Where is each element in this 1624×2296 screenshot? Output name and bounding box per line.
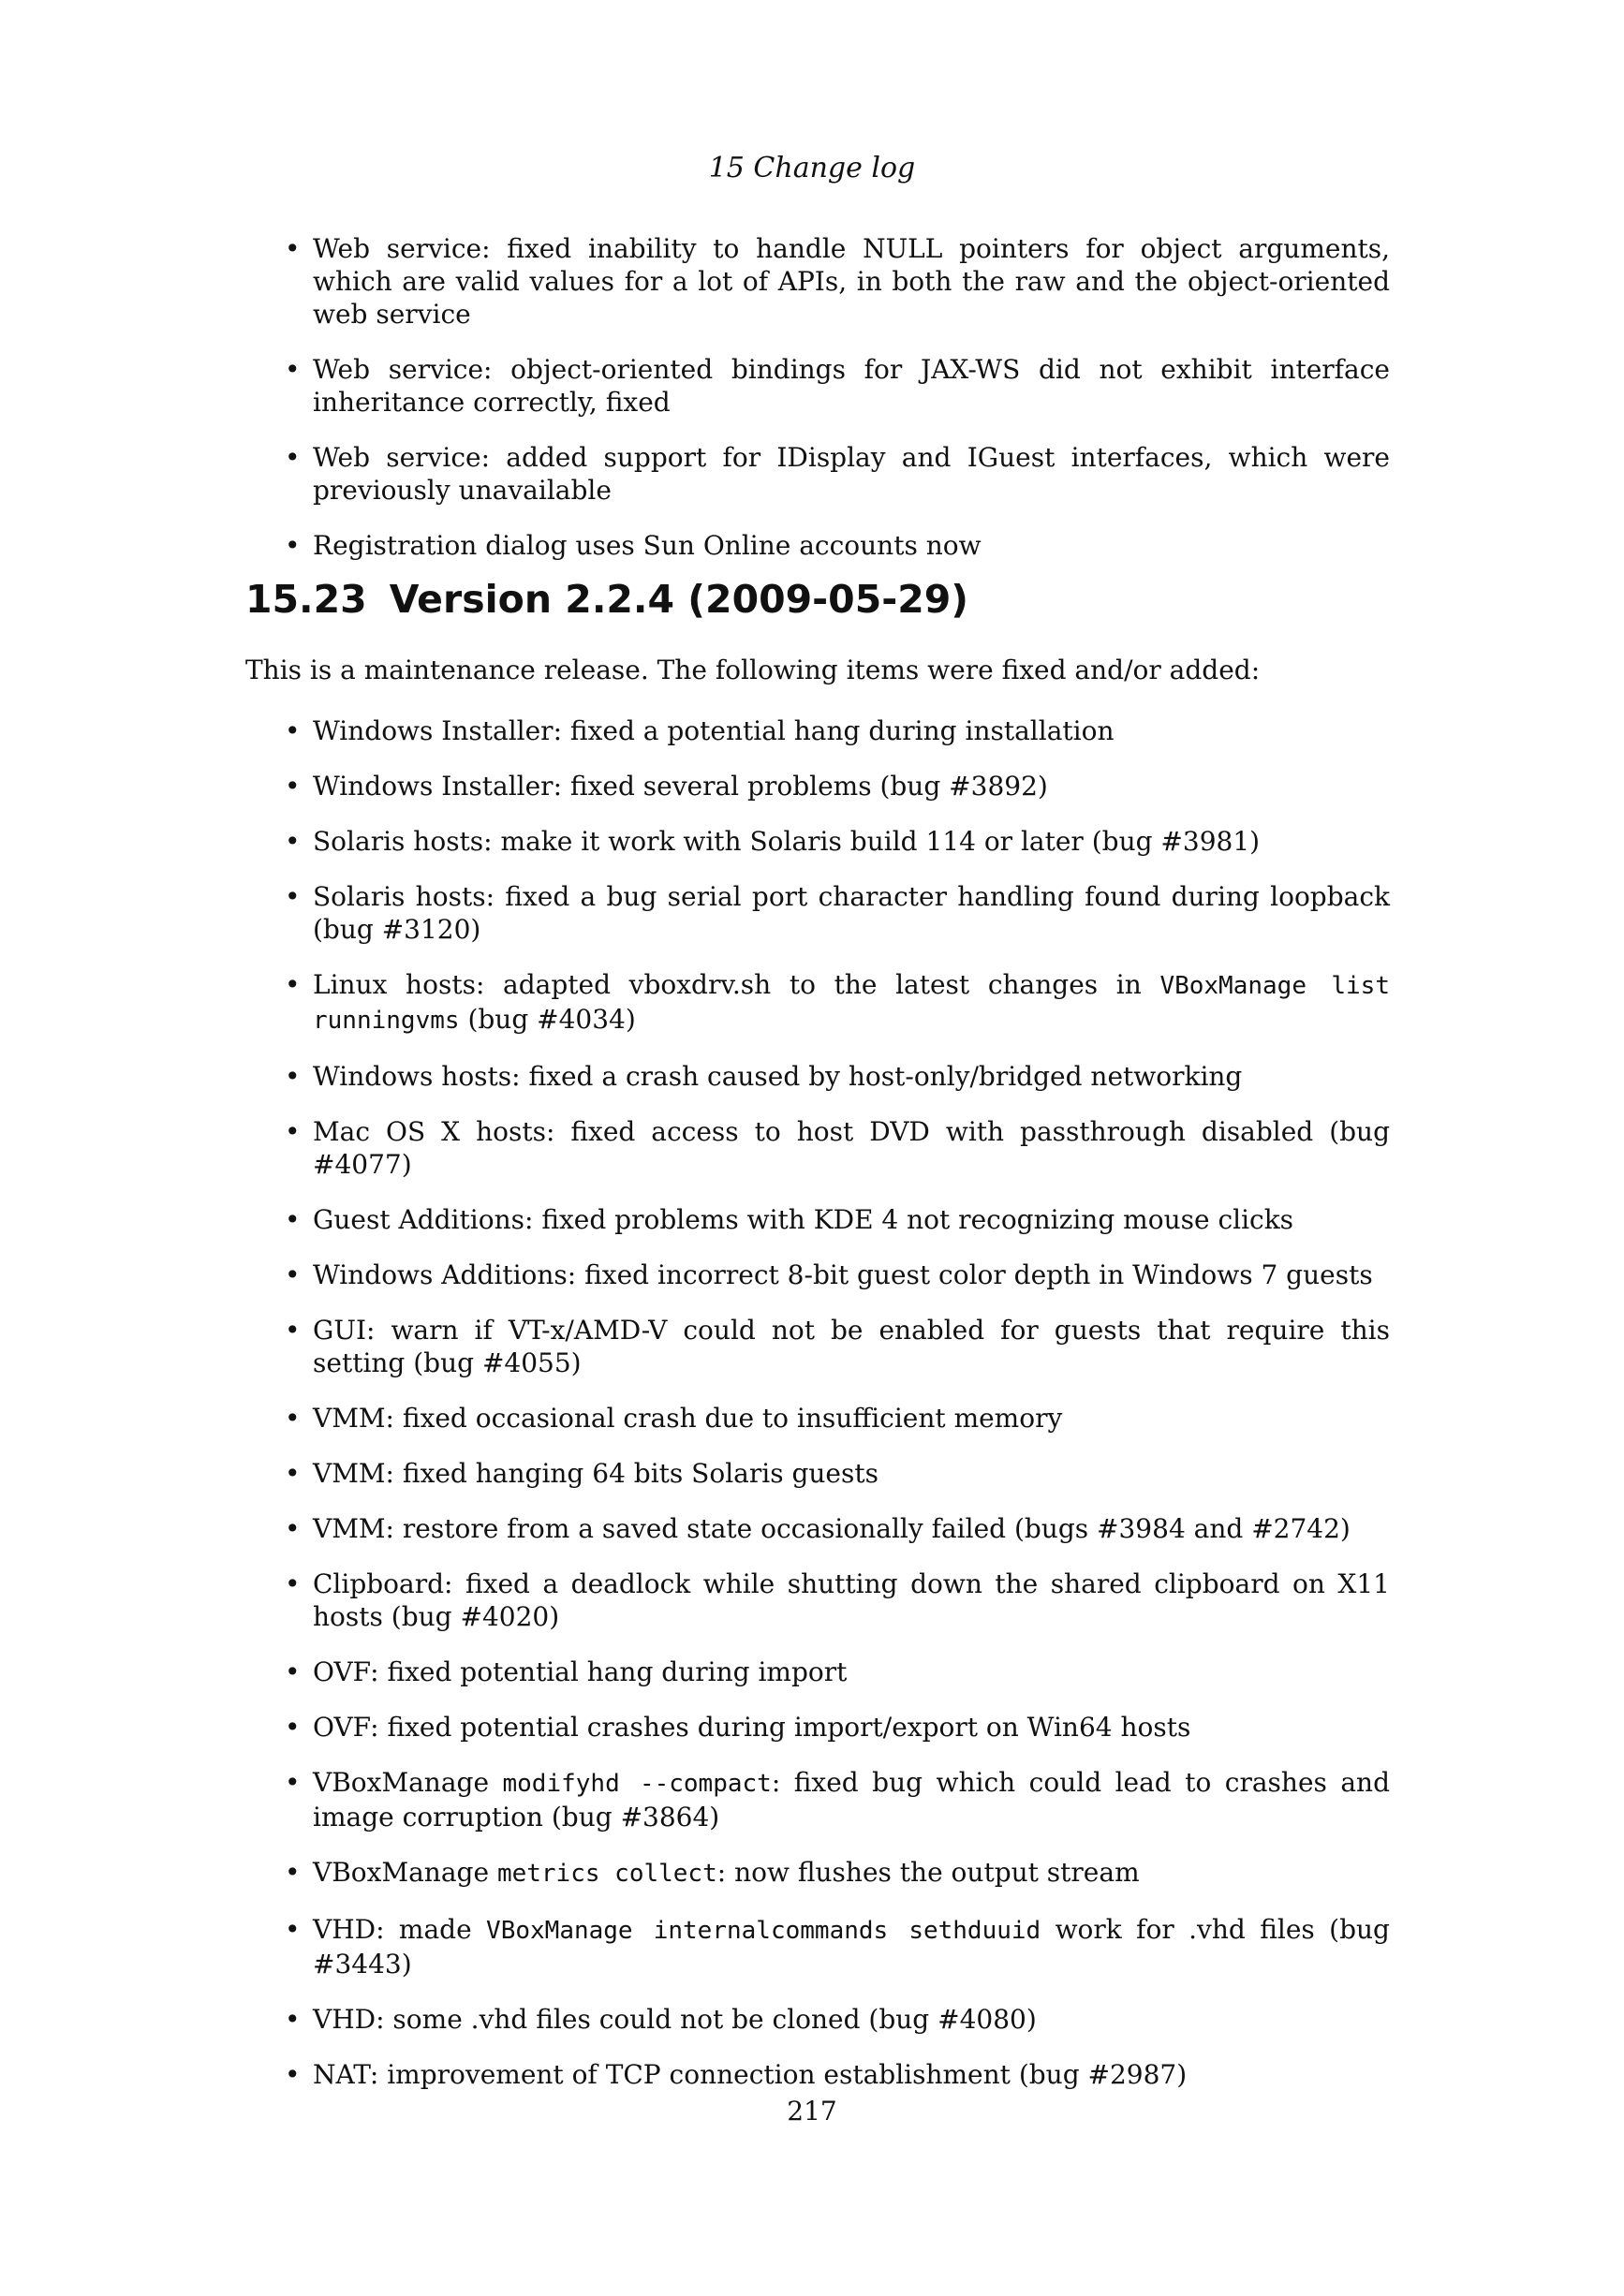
item-text: Web service: fixed inability to handle NULL pointers for object arguments, which are valid values for a lot of APIs, in both the raw and the object-oriented web service xyxy=(313,233,1390,330)
bullet-icon xyxy=(285,1913,303,1946)
list-item xyxy=(285,825,1390,858)
item-text: : now flushes the output stream xyxy=(716,1857,1140,1888)
item-text: Solaris hosts: make it work with Solaris build 114 or later (bug #3981) xyxy=(313,826,1261,857)
section-intro: This is a maintenance release. The following items were fixed and/or added: xyxy=(245,655,1261,685)
item-text: Windows Additions: fixed incorrect 8-bit guest color depth in Windows 7 guests xyxy=(313,1259,1373,1290)
bullet-icon xyxy=(285,968,303,1001)
bullet-icon xyxy=(285,770,303,802)
item-code: modifyhd --compact xyxy=(502,1770,772,1798)
bullet-icon xyxy=(285,1711,303,1744)
list-item xyxy=(285,1913,1390,1980)
item-text: Windows hosts: fixed a crash caused by host-only/bridged networking xyxy=(313,1061,1243,1092)
list-item xyxy=(285,1457,1390,1490)
list-item xyxy=(285,1115,1390,1181)
item-text: VMM: fixed hanging 64 bits Solaris guests xyxy=(313,1458,878,1489)
section-number: 15.23 xyxy=(245,577,367,622)
list-item xyxy=(285,1856,1390,1891)
list-item xyxy=(285,2003,1390,2036)
bullet-icon xyxy=(285,1258,303,1291)
changes-bullet-list xyxy=(285,714,1390,2113)
item-text: Guest Additions: fixed problems with KDE 4 not recognizing mouse clicks xyxy=(313,1204,1294,1235)
item-text: (bug #4034) xyxy=(459,1004,636,1035)
bullet-icon xyxy=(285,714,303,747)
bullet-icon xyxy=(285,1567,303,1600)
item-text: Clipboard: fixed a deadlock while shutting down the shared clipboard on X11 hosts (bug #4020) xyxy=(313,1568,1390,1632)
list-item xyxy=(285,1766,1390,1833)
bullet-icon xyxy=(285,1115,303,1148)
item-text: VBoxManage xyxy=(313,1767,503,1798)
bullet-icon xyxy=(285,441,303,474)
list-item xyxy=(285,770,1390,802)
list-item xyxy=(285,1656,1390,1688)
item-text: VHD: made xyxy=(313,1914,487,1945)
item-text: Registration dialog uses Sun Online accounts now xyxy=(313,530,982,561)
item-text: NAT: improvement of TCP connection establishment (bug #2987) xyxy=(313,2059,1188,2090)
item-text: VMM: restore from a saved state occasionally failed (bugs #3984 and #2742) xyxy=(313,1513,1351,1544)
bullet-icon xyxy=(285,1512,303,1545)
list-item xyxy=(285,232,1390,331)
list-item xyxy=(285,880,1390,946)
list-item xyxy=(285,441,1390,507)
item-text: Web service: added support for IDisplay and IGuest interfaces, which were previously unavailable xyxy=(313,442,1390,506)
bullet-icon xyxy=(285,880,303,913)
item-text: Web service: object-oriented bindings for JAX-WS did not exhibit interface inheritance correctly, fixed xyxy=(313,354,1390,418)
item-text: Windows Installer: fixed several problems (bug #3892) xyxy=(313,771,1048,802)
list-item xyxy=(285,1711,1390,1744)
item-text: Mac OS X hosts: fixed access to host DVD with passthrough disabled (bug #4077) xyxy=(313,1116,1390,1180)
item-text: Solaris hosts: fixed a bug serial port character handling found during loopback (bug #3120) xyxy=(313,881,1390,945)
bullet-icon xyxy=(285,232,303,265)
top-bullet-list xyxy=(285,232,1390,584)
bullet-icon xyxy=(285,353,303,386)
item-text: work for .vhd files (bug #3443) xyxy=(313,1914,1390,1980)
list-item xyxy=(285,353,1390,419)
list-item xyxy=(285,1402,1390,1435)
item-text: VHD: some .vhd files could not be cloned (bug #4080) xyxy=(313,2004,1037,2035)
bullet-icon xyxy=(285,1656,303,1688)
bullet-icon xyxy=(285,2003,303,2036)
list-item xyxy=(285,1060,1390,1093)
section-heading xyxy=(245,577,968,622)
list-item xyxy=(285,968,1390,1038)
bullet-icon xyxy=(285,1314,303,1347)
bullet-icon xyxy=(285,1766,303,1799)
item-text: OVF: fixed potential crashes during import/export on Win64 hosts xyxy=(313,1712,1191,1743)
item-text: VMM: fixed occasional crash due to insufficient memory xyxy=(313,1403,1063,1434)
list-item xyxy=(285,2058,1390,2091)
item-text: GUI: warn if VT-x/AMD-V could not be enabled for guests that require this setting (bug #4055) xyxy=(313,1315,1390,1378)
list-item xyxy=(285,1203,1390,1236)
list-item xyxy=(285,1258,1390,1291)
bullet-icon xyxy=(285,825,303,858)
bullet-icon xyxy=(285,529,303,562)
section-title: Version 2.2.4 (2009-05-29) xyxy=(389,577,969,622)
bullet-icon xyxy=(285,1457,303,1490)
bullet-icon xyxy=(285,1203,303,1236)
running-head: 15 Change log xyxy=(708,152,916,184)
bullet-icon xyxy=(285,1856,303,1889)
page-number: 217 xyxy=(787,2096,837,2127)
list-item xyxy=(285,1512,1390,1545)
bullet-icon xyxy=(285,1402,303,1435)
item-text: Linux hosts: adapted vboxdrv.sh to the latest changes in xyxy=(313,969,1160,1000)
item-code: VBoxManage internalcommands sethduuid xyxy=(486,1917,1041,1945)
bullet-icon xyxy=(285,1060,303,1093)
item-text: OVF: fixed potential hang during import xyxy=(313,1656,848,1687)
item-text: : fixed bug which could lead to crashes and image corruption (bug #3864) xyxy=(313,1767,1390,1832)
item-text: Windows Installer: fixed a potential hang during installation xyxy=(313,715,1115,746)
bullet-icon xyxy=(285,2058,303,2091)
list-item xyxy=(285,714,1390,747)
item-code: VBoxManage list runningvms xyxy=(313,972,1390,1035)
list-item xyxy=(285,1314,1390,1379)
item-code: metrics collect xyxy=(496,1860,717,1888)
list-item xyxy=(285,1567,1390,1633)
list-item xyxy=(285,529,1390,562)
item-text: VBoxManage xyxy=(313,1857,497,1888)
